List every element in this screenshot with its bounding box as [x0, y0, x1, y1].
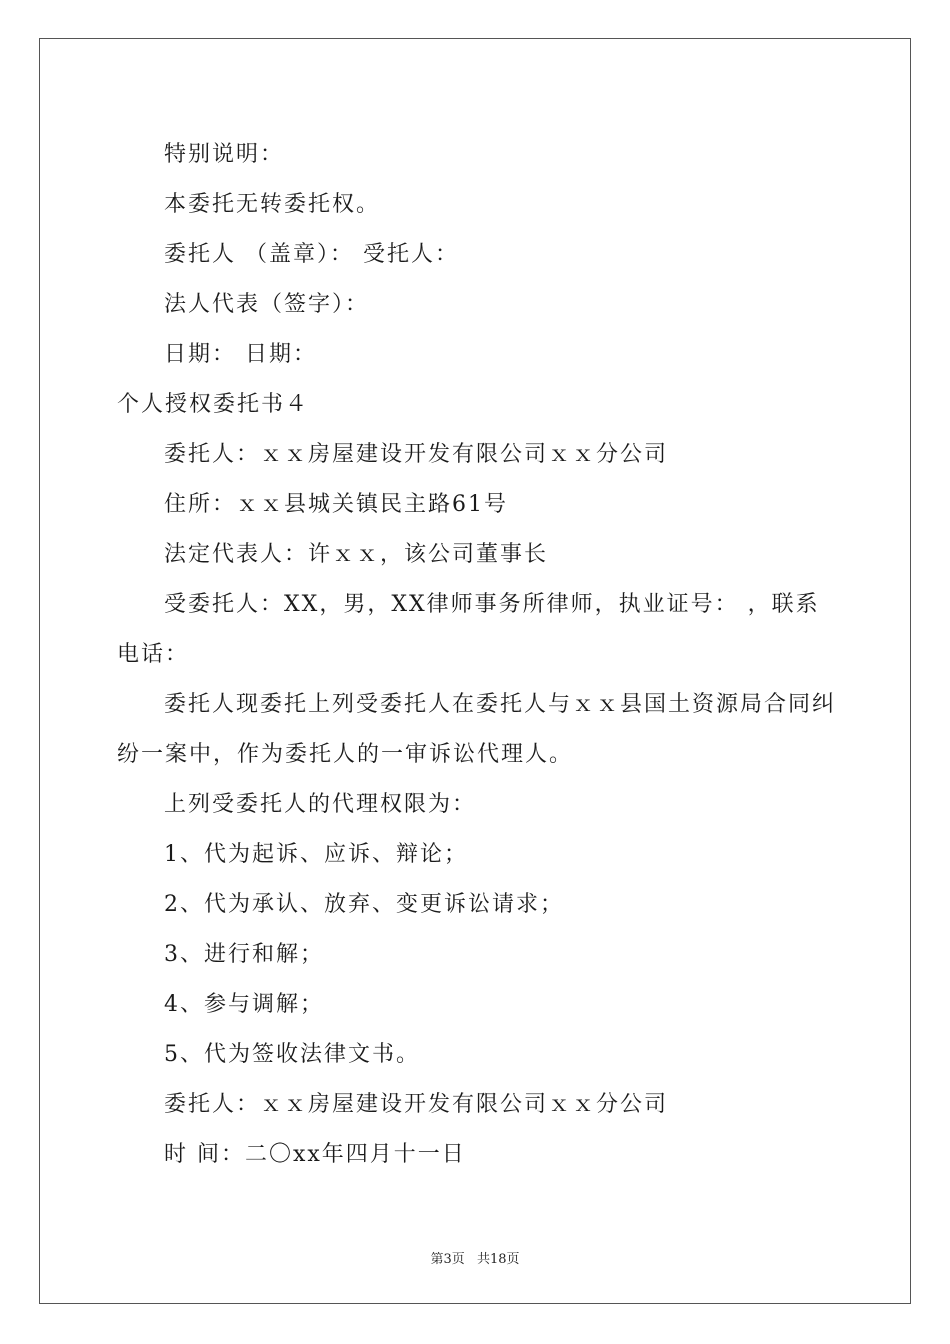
list-item: 4、参与调解； [164, 992, 324, 1017]
list-item: 5、代为签收法律文书。 [164, 1042, 420, 1067]
text-line: 法人代表（签字）： [164, 292, 370, 317]
list-item: 3、进行和解； [164, 942, 324, 967]
document-body [117, 130, 837, 1180]
text-line: 本委托无转委托权。 [164, 192, 381, 217]
text-line: 日期： 日期： [164, 342, 317, 367]
text-line: 法定代表人：许ｘｘ，该公司董事长 [164, 542, 549, 567]
text-line: 住所：ｘｘ县城关镇民主路61号 [164, 492, 508, 517]
list-item: 2、代为承认、放弃、变更诉讼请求； [164, 892, 564, 917]
page-total: 共18页 [476, 1252, 520, 1267]
agent-paragraph: 受委托人：XX，男，XX律师事务所律师，执业证号： ，联系电话： [117, 592, 820, 667]
text-line: 时 间：二〇xx年四月十一日 [164, 1142, 466, 1167]
text-line: 委托人 （盖章）： 受托人： [164, 242, 459, 267]
text-line: 特别说明： [164, 142, 285, 167]
text-line: 委托人：ｘｘ房屋建设开发有限公司ｘｘ分公司 [164, 1092, 669, 1117]
section-title: 个人授权委托书４ [117, 392, 310, 417]
text-line: 委托人：ｘｘ房屋建设开发有限公司ｘｘ分公司 [164, 442, 669, 467]
entrust-paragraph: 委托人现委托上列受委托人在委托人与ｘｘ县国土资源局合同纠纷一案中，作为委托人的一审诉讼代理人。 [117, 692, 837, 767]
page-footer [0, 1248, 950, 1267]
text-line: 上列受委托人的代理权限为： [164, 792, 477, 817]
list-item: 1、代为起诉、应诉、辩论； [164, 842, 468, 867]
page-number: 第3页 [430, 1252, 465, 1267]
